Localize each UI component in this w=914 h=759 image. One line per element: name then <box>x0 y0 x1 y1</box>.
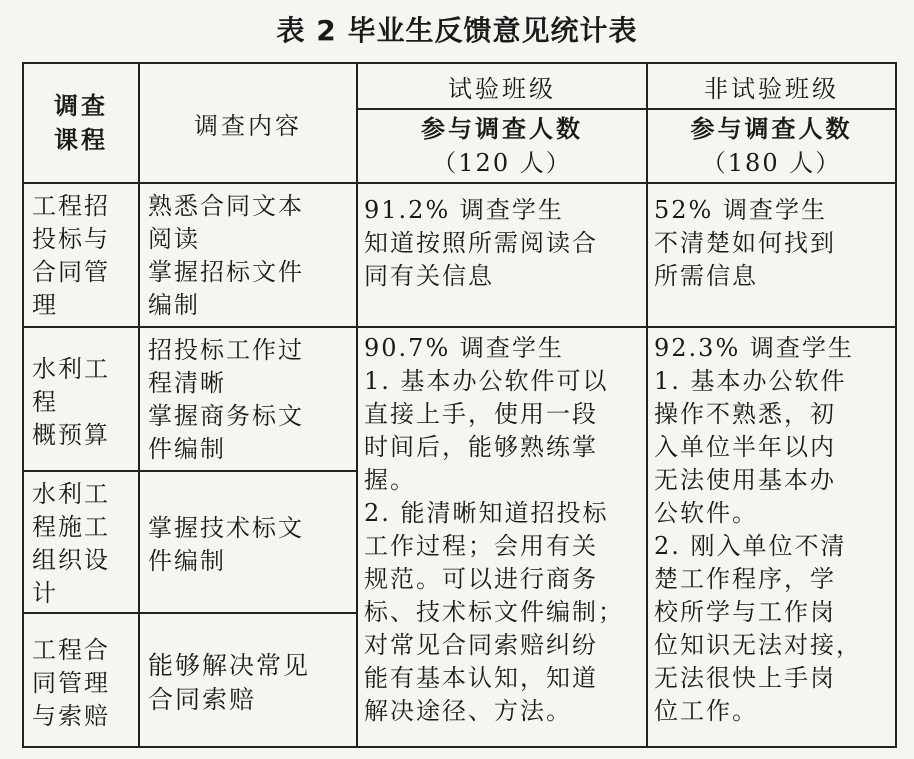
content-text: 能够解决常见 合同索赔 <box>148 651 311 714</box>
row-course <box>23 613 139 747</box>
header-non-trial-group: 非试验班级 <box>647 63 896 109</box>
row-content <box>139 613 357 747</box>
header-course-label: 调查 课程 <box>54 91 108 154</box>
course-text: 工程招 投标与 合同管 理 <box>32 192 110 319</box>
content-text: 招投标工作过 程清晰 掌握商务标文 件编制 <box>148 336 304 463</box>
header-row-1 <box>23 63 896 109</box>
row-course <box>23 327 139 471</box>
non-trial-result-text: 52% 调查学生 不清楚如何找到 所需信息 <box>654 196 836 290</box>
table-row <box>23 327 896 471</box>
course-text: 水利工 程 概预算 <box>32 354 110 449</box>
table-title: 表 2 毕业生反馈意见统计表 <box>276 14 638 47</box>
non-trial-result-text: 92.3% 调查学生 1. 基本办公软件 操作不熟悉，初 入单位半年以内 无法使用基本办 公软件。 2. 刚入单位不清 楚工作程序，学 校所学与工作岗 位知识无法对接， 无法很快上手岗 位工作。 <box>654 334 862 725</box>
non-trial-participants-count: （180 人） <box>701 149 842 177</box>
row-non-trial-result <box>647 183 896 327</box>
row-course <box>23 183 139 327</box>
table-row <box>23 183 896 327</box>
header-content: 调查内容 <box>139 63 357 183</box>
row-content <box>139 183 357 327</box>
row-course <box>23 471 139 613</box>
trial-result-text: 91.2% 调查学生 知道按照所需阅读合 同有关信息 <box>364 196 598 290</box>
course-text: 水利工 程施工 组织设 计 <box>32 480 110 607</box>
content-text: 掌握技术标文 件编制 <box>148 514 304 575</box>
header-non-trial-participants <box>647 109 896 183</box>
header-course <box>23 63 139 183</box>
header-trial-participants <box>357 109 647 183</box>
merged-trial-result <box>357 327 647 747</box>
row-trial-result <box>357 183 647 327</box>
course-text: 工程合 同管理 与索赔 <box>32 635 110 730</box>
trial-participants-label: 参与调查人数 <box>421 114 583 143</box>
row-content <box>139 327 357 471</box>
header-trial-group: 试验班级 <box>357 63 647 109</box>
content-text: 熟悉合同文本 阅读 掌握招标文件 编制 <box>148 192 304 319</box>
non-trial-participants-label: 参与调查人数 <box>690 114 853 143</box>
merged-non-trial-result <box>647 327 896 747</box>
trial-result-text: 90.7% 调查学生 1. 基本办公软件可以 直接上手，使用一段 时间后，能够熟练掌 握。 2. 能清晰知道招投标 工作过程；会用有关 规范。可以进行商务 标、技术标文件编制； 对常见合同索赔纠纷 能有基本认知，知道 解决途径、方法。 <box>364 334 624 725</box>
row-content <box>139 471 357 613</box>
feedback-table <box>22 62 897 748</box>
trial-participants-count: （120 人） <box>432 149 572 177</box>
